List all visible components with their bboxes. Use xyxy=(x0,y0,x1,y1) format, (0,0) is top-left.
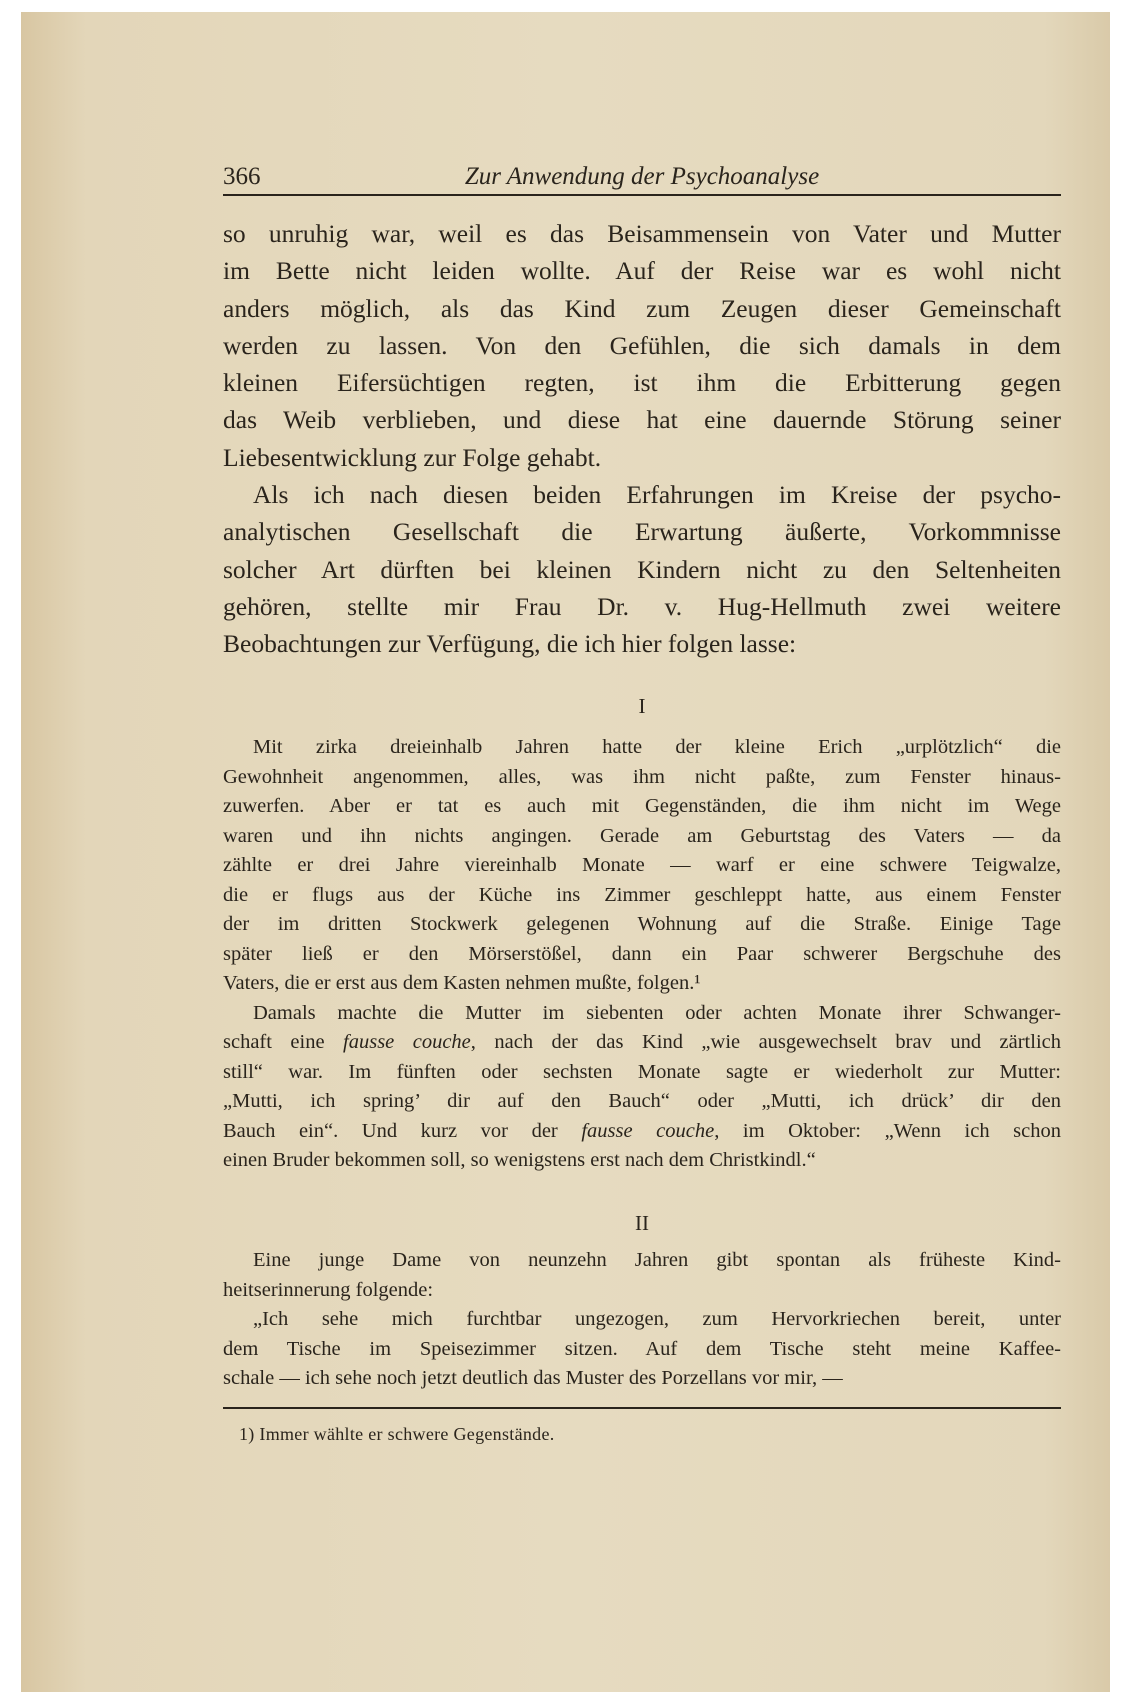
footnote-rule xyxy=(223,1407,1061,1409)
text-line: Bauch ein“. Und kurz vor der fausse couche, im Oktober: „Wenn ich schon xyxy=(223,1119,1061,1142)
text-line: heitserinnerung folgende: xyxy=(223,1278,434,1301)
body-text xyxy=(223,215,1061,663)
text-line: waren und ihn nichts angingen. Gerade am Geburtstag des Vaters — da xyxy=(223,824,1061,847)
text-line: Gewohnheit angenommen, alles, was ihm nicht paßte, zum Fenster hinaus- xyxy=(223,765,1061,788)
section-2-text xyxy=(223,1246,1061,1394)
paragraph xyxy=(223,1305,1061,1394)
text-line: „Mutti, ich spring’ dir auf den Bauch“ oder „Mutti, ich drück’ dir den xyxy=(223,1090,1061,1112)
text-line: die er flugs aus der Küche ins Zimmer geschleppt hatte, aus einem Fenster xyxy=(223,883,1061,906)
text-line: Als ich nach diesen beiden Erfahrungen im Kreise der psycho- xyxy=(253,480,1061,510)
paragraph xyxy=(223,999,1061,1176)
text-line: „Ich sehe mich furchtbar ungezogen, zum Hervorkriechen bereit, unter xyxy=(253,1308,1061,1330)
text-line: Beobachtungen zur Verfügung, die ich hier folgen lasse: xyxy=(223,629,797,659)
footnote: 1) Immer wählte er schwere Gegenstände. xyxy=(239,1424,555,1444)
text-line: schaft eine fausse couche, nach der das Kind „wie ausgewechselt brav und zärtlich xyxy=(223,1031,1061,1053)
text-line: werden zu lassen. Von den Gefühlen, die sich damals in dem xyxy=(223,330,1061,360)
text-line: analytischen Gesellschaft die Erwartung äußerte, Vorkommnisse xyxy=(223,517,1061,547)
text-line: gehören, stellte mir Frau Dr. v. Hug-Hellmuth zwei weitere xyxy=(223,591,1061,621)
paragraph xyxy=(223,476,1061,662)
text-line: solcher Art dürften bei kleinen Kindern nicht zu den Seltenheiten xyxy=(223,554,1061,584)
header-rule xyxy=(223,194,1061,196)
text-line: dem Tische im Speisezimmer sitzen. Auf dem Tische steht meine Kaffee- xyxy=(223,1337,1061,1360)
text-line: Liebesentwicklung zur Folge gehabt. xyxy=(223,442,602,472)
paragraph xyxy=(223,1246,1061,1305)
running-title: Zur Anwendung der Psychoanalyse xyxy=(464,163,820,190)
text-line: Eine junge Dame von neunzehn Jahren gibt spontan als früheste Kind- xyxy=(253,1249,1061,1271)
italic-term: fausse couche xyxy=(343,1031,471,1053)
page-number: 366 xyxy=(223,163,261,190)
text-line: zählte er drei Jahre viereinhalb Monate — warf er eine schwere Teigwalze, xyxy=(223,854,1061,876)
text-line: kleinen Eifersüchtigen regten, ist ihm die Erbitterung gegen xyxy=(223,368,1061,398)
text-line: einen Bruder bekommen soll, so wenigstens erst nach dem Christkindl.“ xyxy=(223,1149,816,1171)
section-1-text xyxy=(223,733,1061,1176)
text-line: anders möglich, als das Kind zum Zeugen dieser Gemeinschaft xyxy=(223,293,1061,323)
paragraph xyxy=(223,215,1061,476)
text-line: still“ war. Im fünften oder sechsten Monate sagte er wiederholt zur Mutter: xyxy=(223,1060,1061,1083)
text-line: das Weib verblieben, und diese hat eine dauernde Störung seiner xyxy=(223,405,1061,435)
text-line: Damals machte die Mutter im siebenten oder achten Monate ihrer Schwanger- xyxy=(253,1001,1061,1024)
text-line: so unruhig war, weil es das Beisammensein von Vater und Mutter xyxy=(223,219,1061,248)
italic-term: fausse couche xyxy=(581,1119,715,1142)
text-line: zuwerfen. Aber er tat es auch mit Gegenständen, die ihm nicht im Wege xyxy=(223,795,1061,817)
book-page xyxy=(21,12,1110,1692)
text-line: Mit zirka dreieinhalb Jahren hatte der kleine Erich „urplötzlich“ die xyxy=(253,736,1061,758)
text-line: schale — ich sehe noch jetzt deutlich das Muster des Porzellans vor mir, — xyxy=(223,1367,843,1389)
section-heading-2: II xyxy=(635,1211,649,1235)
paragraph xyxy=(223,733,1061,999)
text-line: später ließ er den Mörserstößel, dann ein Paar schwerer Bergschuhe des xyxy=(223,942,1061,965)
section-heading-1: I xyxy=(638,694,646,718)
text-line: der im dritten Stockwerk gelegenen Wohnung auf die Straße. Einige Tage xyxy=(223,913,1061,935)
text-line: Vaters, die er erst aus dem Kasten nehmen mußte, folgen.¹ xyxy=(223,972,701,994)
text-line: im Bette nicht leiden wollte. Auf der Reise war es wohl nicht xyxy=(223,256,1061,286)
